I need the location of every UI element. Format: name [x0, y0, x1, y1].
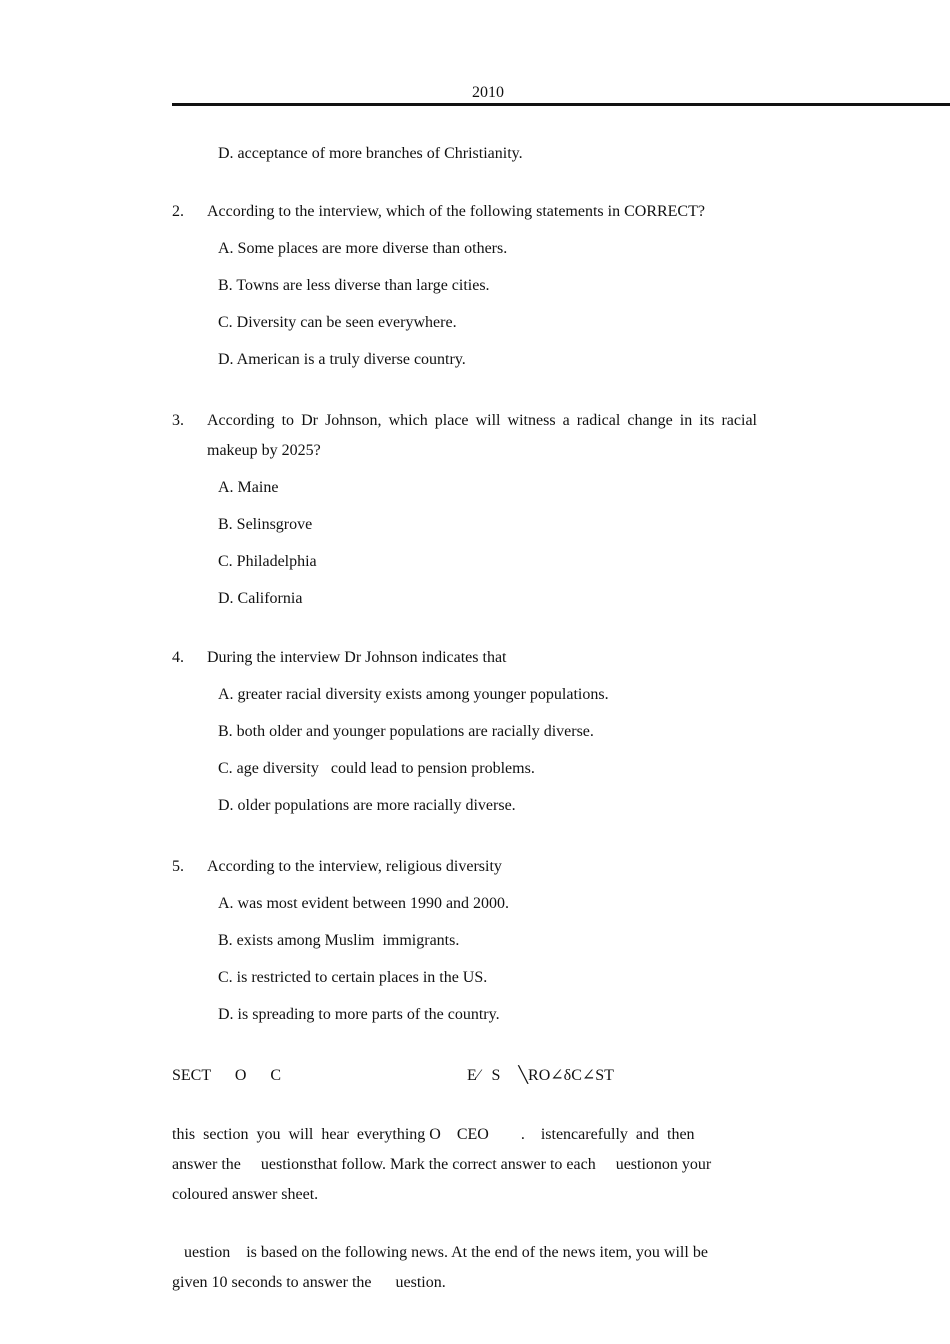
q5-option-d: D. is spreading to more parts of the country.	[218, 1006, 500, 1023]
q4-option-a: A. greater racial diversity exists among younger populations.	[218, 686, 609, 703]
q3-option-a: A. Maine	[218, 479, 279, 496]
q3-option-d: D. California	[218, 590, 303, 607]
q2-number: 2.	[172, 203, 184, 220]
q1-option-d: D. acceptance of more branches of Christianity.	[218, 145, 523, 162]
q3-number: 3.	[172, 412, 184, 429]
question-note-line1: uestion is based on the following news. At the end of the news item, you will be	[172, 1244, 708, 1261]
page-header	[172, 84, 950, 106]
q4-option-c: C. age diversity could lead to pension problems.	[218, 760, 535, 777]
q2-text: According to the interview, which of the following statements in CORRECT?	[207, 203, 705, 220]
q3-text-line2: makeup by 2025?	[207, 442, 321, 459]
question-note-line2: given 10 seconds to answer the uestion.	[172, 1274, 446, 1291]
q5-option-c: C. is restricted to certain places in the US.	[218, 969, 488, 986]
q5-number: 5.	[172, 858, 184, 875]
q4-number: 4.	[172, 649, 184, 666]
q2-option-c: C. Diversity can be seen everywhere.	[218, 314, 457, 331]
q3-text-line1: According to Dr Johnson, which place will witness a radical change in its racial	[207, 412, 757, 429]
q4-option-b: B. both older and younger populations are racially diverse.	[218, 723, 594, 740]
section-intro-line2: answer the uestionsthat follow. Mark the correct answer to each uestionon your	[172, 1156, 712, 1173]
section-intro-line1: ‎this section you will hear everything O CEO . istencarefully and then	[172, 1126, 695, 1143]
section-heading: SECT O C E∕ S ╲RO∠δC∠ST	[172, 1067, 614, 1084]
q5-option-b: B. exists among Muslim immigrants.	[218, 932, 460, 949]
q2-option-a: A. Some places are more diverse than others.	[218, 240, 508, 257]
section-intro-line3: coloured answer sheet.	[172, 1186, 319, 1203]
q4-option-d: D. older populations are more racially diverse.	[218, 797, 516, 814]
q4-text: During the interview Dr Johnson indicates that	[207, 649, 507, 666]
q2-option-b: B. Towns are less diverse than large cities.	[218, 277, 490, 294]
q3-option-b: B. Selinsgrove	[218, 516, 313, 533]
q5-text: According to the interview, religious diversity	[207, 858, 502, 875]
header-year: 2010	[472, 84, 504, 101]
q3-option-c: C. Philadelphia	[218, 553, 317, 570]
q5-option-a: A. was most evident between 1990 and 2000.	[218, 895, 510, 912]
q2-option-d: D. American is a truly diverse country.	[218, 351, 466, 368]
header-rule	[172, 103, 950, 106]
